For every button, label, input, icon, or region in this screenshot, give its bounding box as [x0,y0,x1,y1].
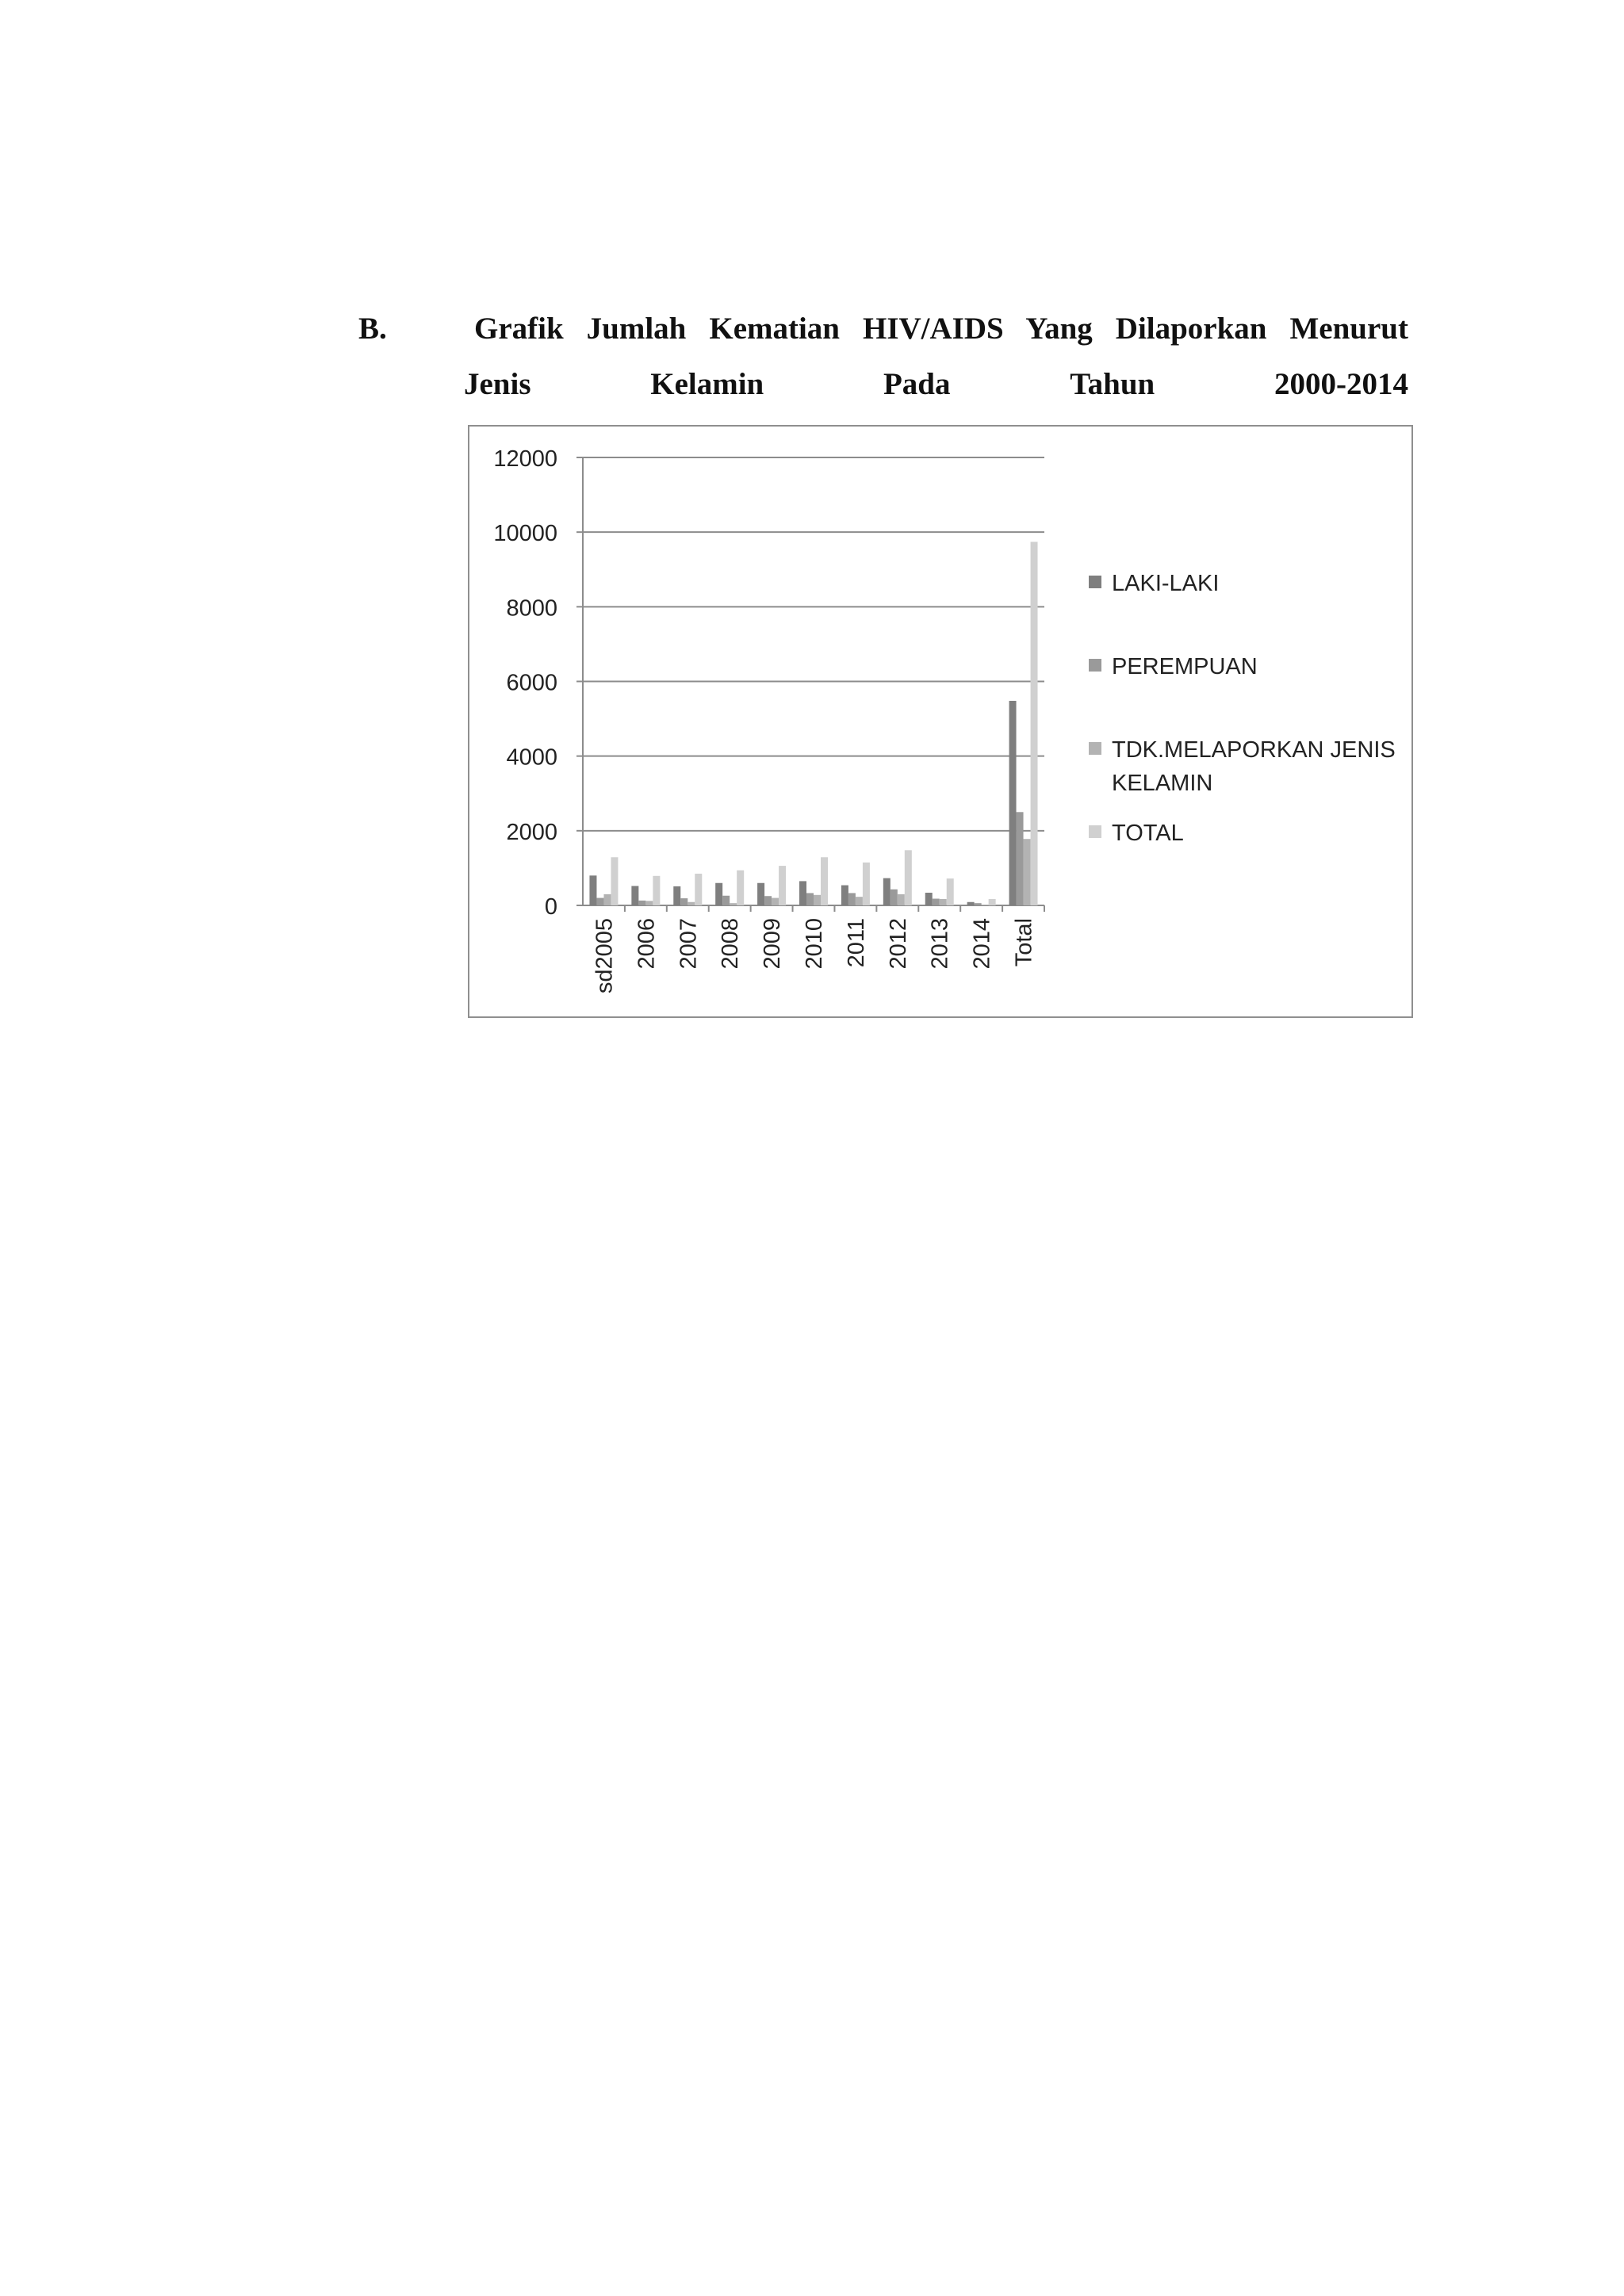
bar [1031,541,1038,905]
x-tick-label: Total [1011,918,1037,967]
bar [856,897,863,905]
legend-label: TOTAL [1112,821,1184,846]
bar [653,876,660,905]
x-tick-label: 2014 [969,918,995,970]
bar [905,850,912,905]
bar [737,871,744,905]
bar [688,902,695,905]
bar [715,883,722,905]
bar [730,903,737,905]
x-tick-label: 2009 [760,918,786,970]
y-tick-label: 6000 [506,670,557,696]
legend-swatch [1089,576,1101,588]
heading-word: Tahun [1070,367,1155,401]
heading-word: Jenis [464,367,531,401]
bar [841,886,848,905]
x-tick-label: 2013 [927,918,953,970]
heading-word: 2000-2014 [1274,367,1408,401]
bar [722,896,730,905]
bar [1017,812,1024,905]
y-tick-label: 8000 [506,595,557,622]
bar [799,881,806,905]
bar [611,857,618,905]
legend-swatch [1089,659,1101,672]
bar [1024,839,1031,905]
bar [967,902,975,905]
y-tick-label: 2000 [506,819,557,845]
legend-label: PEREMPUAN [1112,654,1258,679]
bar [947,878,954,905]
bar [631,886,638,905]
y-tick-label: 0 [544,894,557,920]
bar [975,903,982,905]
x-tick-label: 2008 [718,918,744,970]
bar [821,857,828,905]
bar [933,899,940,905]
y-tick-label: 10000 [493,521,557,547]
bar [779,866,786,905]
y-tick-label: 4000 [506,744,557,771]
bar [764,896,772,905]
x-tick-label: 2012 [885,918,911,970]
bar [925,893,933,905]
bar [883,878,891,905]
bar [772,898,779,905]
bar [589,875,596,905]
bar [596,898,603,905]
bar [603,894,611,905]
legend-swatch [1089,825,1101,838]
x-tick-label: sd2005 [592,918,618,994]
bar [645,901,653,905]
bar [638,901,645,905]
bar [940,899,947,905]
bar [1009,701,1017,905]
x-tick-label: 2006 [634,918,660,970]
x-tick-label: 2007 [676,918,702,970]
legend-label: TDK.MELAPORKAN JENIS KELAMIN [1112,737,1396,796]
bar [898,894,905,905]
bar [757,883,764,905]
y-tick-label: 12000 [493,446,557,472]
bar [989,899,996,905]
legend-swatch [1089,742,1101,755]
bar [863,863,870,905]
bar [680,898,688,905]
bar [695,874,702,905]
x-tick-label: 2011 [843,918,869,968]
bar [673,886,680,905]
legend-label: LAKI-LAKI [1112,571,1220,596]
chart-heading-line-1: Grafik Jumlah Kematian HIV/AIDS Yang Dilaporkan Menurut [474,312,1408,346]
section-letter: B. [358,312,387,346]
x-tick-label: 2010 [802,918,827,970]
bar [891,890,898,905]
heading-word: Pada [883,367,951,401]
bar [848,893,856,905]
bar [806,893,814,905]
heading-word: Kelamin [650,367,764,401]
bar [814,895,821,905]
